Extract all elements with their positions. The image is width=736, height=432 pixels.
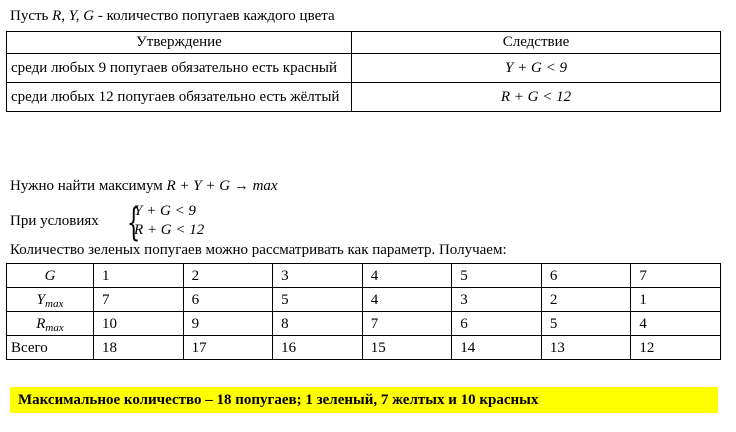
table-row-g xyxy=(7,264,721,288)
row-label-ymax xyxy=(7,288,94,312)
cell: 6 xyxy=(541,264,631,288)
cell: 8 xyxy=(273,312,363,336)
cell: 7 xyxy=(631,264,721,288)
table-row-total xyxy=(7,336,721,360)
row-label-total: Всего xyxy=(7,336,94,360)
goal-text: Нужно найти максимум xyxy=(10,178,167,194)
cell: 9 xyxy=(183,312,273,336)
intro-suffix: - количество попугаев каждого цвета xyxy=(94,8,335,24)
cell: 6 xyxy=(452,312,542,336)
cell: 13 xyxy=(541,336,631,360)
consequence-cell: Y + G < 9 xyxy=(352,54,721,83)
condition-line-1: Y + G < 9 xyxy=(134,203,196,219)
statement-cell: среди любых 12 попугаев обязательно есть жёлтый xyxy=(7,83,352,112)
cell: 1 xyxy=(94,264,184,288)
statements-table xyxy=(6,31,721,112)
cell: 17 xyxy=(183,336,273,360)
statement-cell: среди любых 9 попугаев обязательно есть красный xyxy=(7,54,352,83)
table-row xyxy=(7,83,721,112)
table-row xyxy=(7,54,721,83)
cell: 4 xyxy=(631,312,721,336)
header-consequence: Следствие xyxy=(352,32,721,54)
label-y: Y xyxy=(36,291,45,308)
cell: 5 xyxy=(541,312,631,336)
table-row-ymax xyxy=(7,288,721,312)
label-y-sub: max xyxy=(45,297,64,310)
cell: 2 xyxy=(183,264,273,288)
cell: 1 xyxy=(631,288,721,312)
consequence-cell: R + G < 12 xyxy=(352,83,721,112)
cell: 4 xyxy=(362,288,452,312)
cell: 6 xyxy=(183,288,273,312)
results-table xyxy=(6,263,721,360)
goal-expr: R + Y + G → max xyxy=(166,178,278,194)
row-label-rmax xyxy=(7,312,94,336)
intro-vars: R, Y, G xyxy=(52,8,95,24)
condition-line-2: R + G < 12 xyxy=(134,222,205,238)
cell: 7 xyxy=(94,288,184,312)
param-text: Количество зеленых попугаев можно рассматривать как параметр. Получаем: xyxy=(10,242,507,258)
answer-highlight: Максимальное количество – 18 попугаев; 1 зеленый, 7 желтых и 10 красных xyxy=(10,387,718,413)
row-label-g: G xyxy=(7,264,94,288)
cell: 3 xyxy=(452,288,542,312)
conditions-label: При условиях xyxy=(10,213,99,229)
brace-icon: { xyxy=(127,200,141,244)
table-row-rmax xyxy=(7,312,721,336)
cell: 14 xyxy=(452,336,542,360)
label-r-sub: max xyxy=(45,321,64,334)
cell: 15 xyxy=(362,336,452,360)
cell: 12 xyxy=(631,336,721,360)
cell: 2 xyxy=(541,288,631,312)
table-header-row xyxy=(7,32,721,54)
goal-line xyxy=(10,178,278,195)
intro-prefix: Пусть xyxy=(10,8,53,24)
cell: 10 xyxy=(94,312,184,336)
cell: 5 xyxy=(273,288,363,312)
intro-line xyxy=(10,8,335,25)
cell: 5 xyxy=(452,264,542,288)
label-r: R xyxy=(36,315,46,332)
cell: 3 xyxy=(273,264,363,288)
cell: 18 xyxy=(94,336,184,360)
cell: 7 xyxy=(362,312,452,336)
cell: 4 xyxy=(362,264,452,288)
cell: 16 xyxy=(273,336,363,360)
header-statement: Утверждение xyxy=(7,32,352,54)
